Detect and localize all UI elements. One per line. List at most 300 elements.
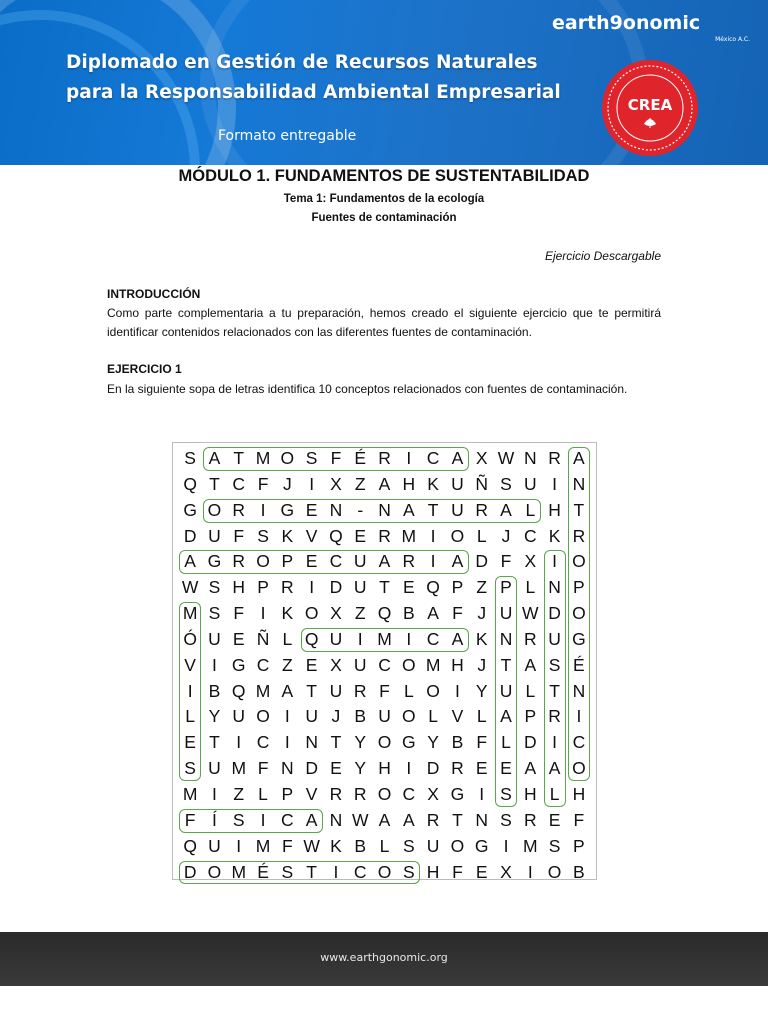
letter-cell[interactable]: D	[523, 732, 537, 753]
letter-cell[interactable]: Z	[281, 654, 293, 675]
letter-cell[interactable]: P	[281, 783, 294, 804]
letter-cell[interactable]: U	[208, 525, 221, 546]
letter-cell[interactable]: I	[503, 835, 509, 856]
letter-cell[interactable]: I	[576, 706, 582, 727]
letter-cell[interactable]: N	[329, 809, 343, 830]
letter-cell[interactable]: U	[426, 835, 440, 856]
letter-cell[interactable]: G	[207, 551, 222, 572]
letter-cell[interactable]: I	[406, 448, 412, 468]
letter-cell[interactable]: J	[331, 706, 341, 727]
letter-cell[interactable]: E	[402, 577, 415, 598]
letter-cell[interactable]: E	[305, 654, 318, 675]
letter-cell[interactable]: N	[499, 628, 513, 649]
letter-cell[interactable]: F	[281, 835, 293, 856]
letter-cell[interactable]: F	[452, 603, 463, 624]
letter-cell[interactable]: H	[426, 861, 440, 882]
letter-cell[interactable]: I	[236, 732, 242, 753]
letter-cell[interactable]: R	[378, 448, 391, 468]
footer-website-link[interactable]: www.earthgonomic.org	[320, 951, 448, 964]
letter-cell[interactable]: R	[353, 680, 367, 701]
letter-cell[interactable]: É	[354, 448, 367, 468]
letter-cell[interactable]: Ñ	[256, 628, 270, 649]
letter-cell[interactable]: I	[260, 809, 266, 830]
letter-cell[interactable]: C	[329, 551, 343, 572]
letter-cell[interactable]: Q	[304, 628, 319, 649]
letter-cell[interactable]: Z	[354, 473, 366, 494]
letter-cell[interactable]: X	[524, 551, 537, 572]
letter-cell[interactable]: P	[573, 835, 585, 856]
letter-cell[interactable]: A	[208, 448, 221, 468]
letter-cell[interactable]: W	[497, 448, 515, 468]
letter-cell[interactable]: M	[425, 654, 441, 675]
letter-cell[interactable]: P	[573, 577, 585, 598]
letter-cell[interactable]: G	[280, 499, 295, 520]
letter-cell[interactable]: R	[329, 783, 343, 804]
letter-cell[interactable]: X	[427, 783, 439, 804]
letter-cell[interactable]: Q	[329, 525, 343, 546]
letter-cell[interactable]: O	[426, 680, 440, 701]
letter-cell[interactable]: I	[406, 628, 412, 649]
letter-cell[interactable]: R	[548, 448, 561, 468]
letter-cell[interactable]: O	[572, 603, 586, 624]
letter-cell[interactable]: U	[353, 551, 367, 572]
letter-cell[interactable]: M	[231, 758, 247, 779]
letter-cell[interactable]: Y	[475, 680, 488, 701]
letter-cell[interactable]: C	[232, 473, 246, 494]
letter-cell[interactable]: R	[523, 809, 537, 830]
letter-cell[interactable]: A	[524, 758, 537, 779]
letter-cell[interactable]: D	[475, 551, 489, 572]
letter-cell[interactable]: O	[402, 654, 416, 675]
letter-cell[interactable]: R	[378, 525, 391, 546]
letter-cell[interactable]: U	[499, 680, 513, 701]
letter-cell[interactable]: N	[523, 448, 537, 468]
letter-cell[interactable]: C	[281, 809, 294, 830]
letter-cell[interactable]: Q	[183, 473, 197, 494]
letter-cell[interactable]: J	[477, 603, 487, 624]
letter-cell[interactable]: O	[256, 706, 270, 727]
letter-cell[interactable]: U	[548, 628, 561, 649]
letter-cell[interactable]: G	[572, 628, 586, 649]
letter-cell[interactable]: Z	[233, 783, 245, 804]
letter-cell[interactable]: A	[573, 448, 585, 468]
letter-cell[interactable]: C	[402, 783, 416, 804]
letter-cell[interactable]: R	[451, 758, 464, 779]
letter-cell[interactable]: A	[281, 680, 294, 701]
letter-cell[interactable]: I	[309, 577, 315, 598]
letter-cell[interactable]: D	[329, 577, 343, 598]
letter-cell[interactable]: K	[548, 525, 561, 546]
letter-cell[interactable]: G	[450, 783, 465, 804]
letter-cell[interactable]: K	[330, 835, 342, 856]
letter-cell[interactable]: I	[430, 551, 436, 572]
exercise-heading: EJERCICIO 1	[107, 362, 182, 376]
letter-cell[interactable]: Q	[426, 577, 440, 598]
letter-cell[interactable]: L	[525, 577, 536, 598]
letter-cell[interactable]: Q	[183, 835, 197, 856]
letter-cell[interactable]: I	[284, 706, 290, 727]
letter-cell[interactable]: I	[212, 783, 217, 804]
letter-cell[interactable]: M	[377, 628, 392, 649]
letter-cell[interactable]: H	[451, 654, 464, 675]
letter-cell[interactable]: V	[184, 654, 196, 675]
letter-cell[interactable]: R	[426, 809, 440, 830]
letter-cell[interactable]: L	[549, 783, 560, 804]
letter-cell[interactable]: F	[476, 732, 488, 753]
letter-cell[interactable]: L	[282, 628, 293, 649]
letter-cell[interactable]: E	[232, 628, 245, 649]
letter-cell[interactable]: H	[402, 473, 416, 494]
letter-cell[interactable]: K	[281, 603, 294, 624]
letter-cell[interactable]: G	[183, 499, 197, 520]
letter-cell[interactable]: A	[378, 809, 391, 830]
letter-cell[interactable]: N	[305, 732, 318, 753]
letter-cell[interactable]: X	[500, 861, 512, 882]
letter-cell[interactable]: T	[427, 499, 439, 520]
letter-cell[interactable]: F	[500, 551, 512, 572]
letter-cell[interactable]: V	[305, 525, 318, 546]
letter-cell[interactable]: N	[548, 577, 561, 598]
letter-cell[interactable]: R	[523, 628, 537, 649]
letter-cell[interactable]: I	[357, 628, 363, 649]
letter-cell[interactable]: Y	[208, 706, 221, 727]
brand-name: earth9onomic	[552, 12, 701, 34]
letter-cell[interactable]: U	[378, 706, 391, 727]
letter-cell[interactable]: H	[378, 758, 391, 779]
letter-cell[interactable]: S	[257, 525, 269, 546]
letter-cell[interactable]: K	[427, 473, 439, 494]
letter-cell[interactable]: L	[525, 499, 536, 520]
letter-cell[interactable]: S	[184, 758, 196, 779]
letter-cell[interactable]: N	[378, 499, 391, 520]
letter-cell[interactable]: E	[354, 525, 367, 546]
letter-cell[interactable]: P	[257, 577, 269, 598]
letter-cell[interactable]: A	[402, 809, 415, 830]
letter-cell[interactable]: C	[572, 732, 586, 753]
letter-cell[interactable]: B	[402, 603, 415, 624]
letter-cell[interactable]: L	[476, 525, 487, 546]
letter-cell[interactable]: V	[451, 706, 464, 727]
letter-cell[interactable]: O	[450, 835, 465, 856]
letter-cell[interactable]: O	[280, 448, 295, 468]
letter-cell[interactable]: D	[183, 525, 197, 546]
letter-cell[interactable]: B	[354, 706, 367, 727]
letter-cell[interactable]: B	[573, 861, 585, 882]
exercise-type-label: Ejercicio Descargable	[544, 249, 661, 263]
letter-cell[interactable]: O	[572, 758, 586, 779]
letter-cell[interactable]: Z	[354, 603, 366, 624]
letter-cell[interactable]: R	[572, 525, 586, 546]
letter-cell[interactable]: M	[255, 448, 271, 468]
letter-cell[interactable]: V	[305, 783, 318, 804]
letter-cell[interactable]: F	[379, 680, 390, 701]
letter-cell[interactable]: T	[306, 861, 317, 882]
letter-cell[interactable]: N	[281, 758, 294, 779]
letter-cell[interactable]: T	[452, 809, 463, 830]
letter-cell[interactable]: B	[451, 732, 464, 753]
letter-cell[interactable]: U	[353, 654, 367, 675]
letter-cell[interactable]: L	[476, 706, 487, 727]
letter-cell[interactable]: K	[281, 525, 294, 546]
letter-cell[interactable]: L	[501, 732, 511, 753]
letter-cell[interactable]: G	[231, 654, 246, 675]
found-word-highlight	[495, 576, 517, 807]
letter-cell[interactable]: X	[330, 473, 342, 494]
letter-cell[interactable]: Ñ	[475, 473, 489, 494]
letter-cell[interactable]: Y	[354, 758, 367, 779]
letter-cell[interactable]: E	[548, 809, 561, 830]
letter-cell[interactable]: O	[402, 706, 416, 727]
letter-cell[interactable]: R	[402, 551, 416, 572]
letter-cell[interactable]: S	[402, 835, 415, 856]
letter-cell[interactable]: Q	[231, 680, 246, 701]
letter-cell[interactable]: F	[233, 603, 245, 624]
letter-cell[interactable]: S	[208, 603, 221, 624]
letter-cell[interactable]: T	[233, 448, 245, 468]
letter-cell[interactable]: A	[378, 473, 391, 494]
found-word-highlight	[203, 499, 541, 523]
letter-cell[interactable]: S	[402, 861, 415, 882]
letter-cell[interactable]: E	[305, 551, 318, 572]
letter-cell[interactable]: M	[182, 783, 198, 804]
letter-cell[interactable]: D	[183, 861, 197, 882]
letter-cell[interactable]: F	[257, 758, 269, 779]
letter-cell[interactable]: L	[525, 680, 536, 701]
letter-cell[interactable]: S	[500, 783, 512, 804]
letter-cell[interactable]: E	[305, 499, 318, 520]
letter-cell[interactable]: C	[523, 525, 537, 546]
letter-cell[interactable]: U	[353, 577, 367, 598]
letter-cell[interactable]: W	[351, 809, 369, 830]
letter-cell[interactable]: T	[209, 473, 220, 494]
letter-cell[interactable]: P	[524, 706, 537, 727]
letter-cell[interactable]: L	[379, 835, 390, 856]
letter-cell[interactable]: A	[305, 809, 318, 830]
letter-cell[interactable]: L	[185, 706, 196, 727]
letter-cell[interactable]: J	[501, 525, 511, 546]
letter-cell[interactable]: A	[548, 758, 561, 779]
letter-cell[interactable]: P	[500, 577, 512, 598]
letter-cell[interactable]: E	[475, 861, 488, 882]
letter-cell[interactable]: U	[451, 473, 464, 494]
letter-cell[interactable]: X	[330, 654, 342, 675]
letter-cell[interactable]: W	[181, 577, 199, 598]
letter-cell[interactable]: I	[333, 861, 339, 882]
letter-cell[interactable]: C	[426, 628, 440, 649]
letter-cell[interactable]: I	[552, 551, 558, 572]
letter-cell[interactable]: C	[353, 861, 367, 882]
letter-cell[interactable]: D	[548, 603, 561, 624]
letter-cell[interactable]: O	[207, 499, 222, 520]
letter-cell[interactable]: S	[208, 577, 221, 598]
letter-cell[interactable]: O	[547, 861, 562, 882]
exercise-paragraph: En la siguiente sopa de letras identifica 10 conceptos relacionados con fuentes de contaminación.	[107, 382, 628, 396]
letter-cell[interactable]: Í	[212, 809, 217, 830]
letter-cell[interactable]: C	[426, 448, 440, 468]
letter-cell[interactable]: S	[184, 448, 196, 468]
letter-cell[interactable]: Y	[427, 732, 439, 753]
letter-cell[interactable]: W	[303, 835, 320, 856]
letter-cell[interactable]: T	[306, 680, 317, 701]
letter-cell[interactable]: O	[377, 861, 392, 882]
letter-cell[interactable]: A	[378, 551, 391, 572]
letter-cell[interactable]: R	[548, 706, 561, 727]
letter-cell[interactable]: M	[255, 835, 271, 856]
letter-cell[interactable]: U	[499, 603, 513, 624]
letter-cell[interactable]: D	[305, 758, 318, 779]
letter-cell[interactable]: A	[500, 499, 512, 520]
letter-cell[interactable]: F	[233, 525, 245, 546]
letter-cell[interactable]: J	[282, 473, 292, 494]
letter-cell[interactable]: I	[552, 732, 558, 753]
letter-cell[interactable]: I	[260, 603, 266, 624]
letter-cell[interactable]: U	[329, 628, 343, 649]
letter-cell[interactable]: É	[257, 861, 269, 882]
letter-cell[interactable]: N	[329, 499, 343, 520]
letter-cell[interactable]: H	[548, 499, 561, 520]
letter-cell[interactable]: B	[208, 680, 221, 701]
letter-cell[interactable]: T	[500, 654, 512, 675]
letter-cell[interactable]: I	[187, 680, 193, 701]
letter-cell[interactable]: F	[257, 473, 269, 494]
letter-cell[interactable]: N	[572, 680, 586, 701]
letter-cell[interactable]: K	[475, 628, 488, 649]
letter-cell[interactable]: A	[451, 448, 464, 468]
letter-cell[interactable]: R	[353, 783, 367, 804]
letter-cell[interactable]: G	[402, 732, 416, 753]
letter-cell[interactable]: M	[182, 603, 198, 624]
letter-cell[interactable]: O	[377, 783, 392, 804]
letter-cell[interactable]: H	[572, 783, 586, 804]
letter-cell[interactable]: U	[329, 680, 343, 701]
letter-cell[interactable]: E	[475, 758, 488, 779]
letter-cell[interactable]: Y	[354, 732, 367, 753]
found-word-highlight	[179, 602, 201, 781]
letter-cell[interactable]: R	[281, 577, 294, 598]
letter-cell[interactable]: U	[232, 706, 246, 727]
letter-cell[interactable]: R	[475, 499, 489, 520]
letter-cell[interactable]: U	[305, 706, 318, 727]
letter-cell[interactable]: M	[523, 835, 538, 856]
letter-cell[interactable]: S	[500, 809, 512, 830]
letter-cell[interactable]: I	[236, 835, 242, 856]
letter-cell[interactable]: -	[357, 499, 364, 520]
letter-cell[interactable]: T	[379, 577, 390, 598]
letter-cell[interactable]: L	[258, 783, 268, 804]
letter-cell[interactable]: A	[500, 706, 512, 727]
letter-cell[interactable]: M	[231, 861, 247, 882]
letter-cell[interactable]: C	[256, 732, 270, 753]
letter-cell[interactable]: I	[406, 758, 412, 779]
letter-cell[interactable]: I	[284, 732, 290, 753]
letter-cell[interactable]: I	[212, 654, 217, 675]
letter-cell[interactable]: S	[305, 448, 318, 468]
letter-cell[interactable]: I	[454, 680, 460, 701]
letter-cell[interactable]: D	[426, 758, 440, 779]
letter-cell[interactable]: I	[309, 473, 315, 494]
found-word-highlight	[203, 447, 468, 471]
letter-cell[interactable]: M	[401, 525, 417, 546]
letter-cell[interactable]: A	[451, 551, 464, 572]
letter-cell[interactable]: S	[500, 473, 512, 494]
letter-cell[interactable]: B	[354, 835, 367, 856]
letter-cell[interactable]: F	[573, 809, 585, 830]
letter-cell[interactable]: R	[232, 499, 246, 520]
letter-cell[interactable]: T	[209, 732, 220, 753]
letter-cell[interactable]: I	[527, 861, 533, 882]
letter-cell[interactable]: O	[450, 525, 465, 546]
letter-cell[interactable]: Ó	[183, 628, 197, 649]
letter-cell[interactable]: T	[573, 499, 585, 520]
letter-cell[interactable]: Q	[377, 603, 392, 624]
letter-cell[interactable]: O	[207, 861, 222, 882]
footer-bar	[0, 932, 768, 986]
letter-cell[interactable]: U	[208, 628, 221, 649]
letter-cell[interactable]: E	[500, 758, 512, 779]
letter-cell[interactable]: S	[232, 809, 245, 830]
letter-cell[interactable]: H	[523, 783, 537, 804]
letter-cell[interactable]: C	[378, 654, 391, 675]
letter-cell[interactable]: S	[281, 861, 294, 882]
letter-cell[interactable]: A	[402, 499, 415, 520]
letter-cell[interactable]: U	[451, 499, 464, 520]
letter-cell[interactable]: N	[475, 809, 489, 830]
letter-cell[interactable]: A	[427, 603, 439, 624]
letter-cell[interactable]: A	[184, 551, 196, 572]
letter-cell[interactable]: F	[452, 861, 463, 882]
letter-cell[interactable]: T	[330, 732, 342, 753]
letter-cell[interactable]: X	[475, 448, 488, 468]
letter-cell[interactable]: I	[479, 783, 485, 804]
letter-cell[interactable]: O	[377, 732, 392, 753]
found-word-highlight	[568, 447, 590, 781]
letter-cell[interactable]: U	[208, 758, 221, 779]
letter-cell[interactable]: P	[451, 577, 464, 598]
letter-cell[interactable]: I	[552, 473, 558, 494]
letter-cell[interactable]: I	[260, 499, 266, 520]
letter-cell[interactable]: W	[522, 603, 539, 624]
letter-cell[interactable]: A	[451, 628, 464, 649]
letter-cell[interactable]: F	[330, 448, 342, 468]
letter-cell[interactable]: C	[256, 654, 270, 675]
letter-cell[interactable]: S	[548, 835, 561, 856]
letter-cell[interactable]: O	[304, 603, 319, 624]
letter-cell[interactable]: E	[330, 758, 342, 779]
letter-cell[interactable]: P	[281, 551, 294, 572]
letter-cell[interactable]: É	[573, 654, 585, 675]
letter-cell[interactable]: M	[255, 680, 271, 701]
letter-cell[interactable]: L	[428, 706, 438, 727]
letter-cell[interactable]: N	[572, 473, 586, 494]
letter-cell[interactable]: I	[430, 525, 436, 546]
letter-cell[interactable]: O	[572, 551, 586, 572]
letter-cell[interactable]: E	[184, 732, 196, 753]
letter-cell[interactable]: J	[477, 654, 487, 675]
letter-cell[interactable]: T	[549, 680, 560, 701]
letter-cell[interactable]: X	[330, 603, 342, 624]
letter-cell[interactable]: U	[523, 473, 537, 494]
letter-cell[interactable]: S	[548, 654, 561, 675]
letter-cell[interactable]: O	[256, 551, 270, 572]
letter-cell[interactable]: A	[524, 654, 537, 675]
letter-cell[interactable]: F	[184, 809, 196, 830]
letter-cell[interactable]: Z	[476, 577, 488, 598]
letter-cell[interactable]: H	[232, 577, 246, 598]
letter-cell[interactable]: R	[232, 551, 246, 572]
letter-cell[interactable]: L	[403, 680, 414, 701]
letter-cell[interactable]: G	[474, 835, 489, 856]
letter-cell[interactable]: U	[208, 835, 221, 856]
